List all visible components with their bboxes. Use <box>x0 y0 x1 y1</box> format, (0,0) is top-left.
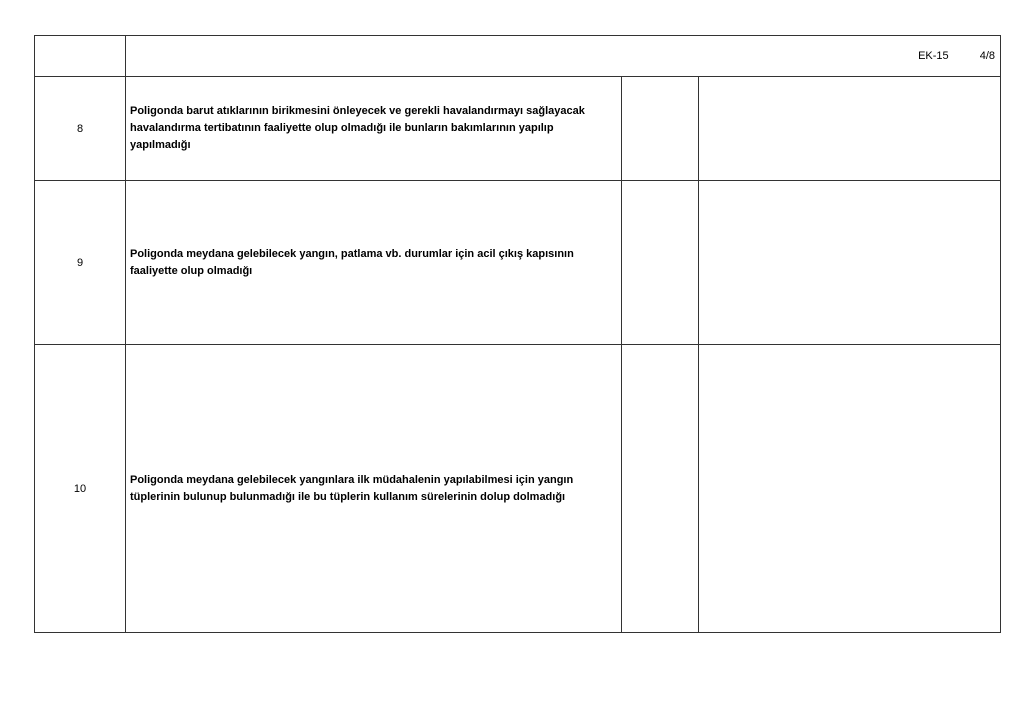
table-row <box>35 77 1001 181</box>
item-number: 9 <box>35 181 126 345</box>
item-description: Poligonda meydana gelebilecek yangın, patlama vb. durumlar için acil çıkış kapısının faaliyette olup olmadığı <box>126 181 622 345</box>
item-description: Poligonda barut atıklarının birikmesini önleyecek ve gerekli havalandırmayı sağlayacak havalandırma tertibatının faaliyette olup olmadığı ile bunların bakımlarının yapılıp yapılmadığı <box>126 77 622 181</box>
notes-cell <box>699 181 1001 345</box>
header-row <box>35 36 1001 77</box>
document-header <box>126 36 1001 77</box>
notes-cell <box>699 345 1001 633</box>
page-number: 4/8 <box>979 50 996 62</box>
header-empty-cell <box>35 36 126 77</box>
item-number: 10 <box>35 345 126 633</box>
table-row <box>35 181 1001 345</box>
item-number: 8 <box>35 77 126 181</box>
answer-cell <box>622 77 699 181</box>
item-description: Poligonda meydana gelebilecek yangınlara ilk müdahalenin yapılabilmesi için yangın tüplerinin bulunup bulunmadığı ile bu tüplerin kullanım sürelerinin dolup dolmadığı <box>126 345 622 633</box>
answer-cell <box>622 345 699 633</box>
inspection-checklist-table <box>34 35 1001 633</box>
notes-cell <box>699 77 1001 181</box>
document-code: EK-15 <box>918 50 949 62</box>
answer-cell <box>622 181 699 345</box>
table-row <box>35 345 1001 633</box>
